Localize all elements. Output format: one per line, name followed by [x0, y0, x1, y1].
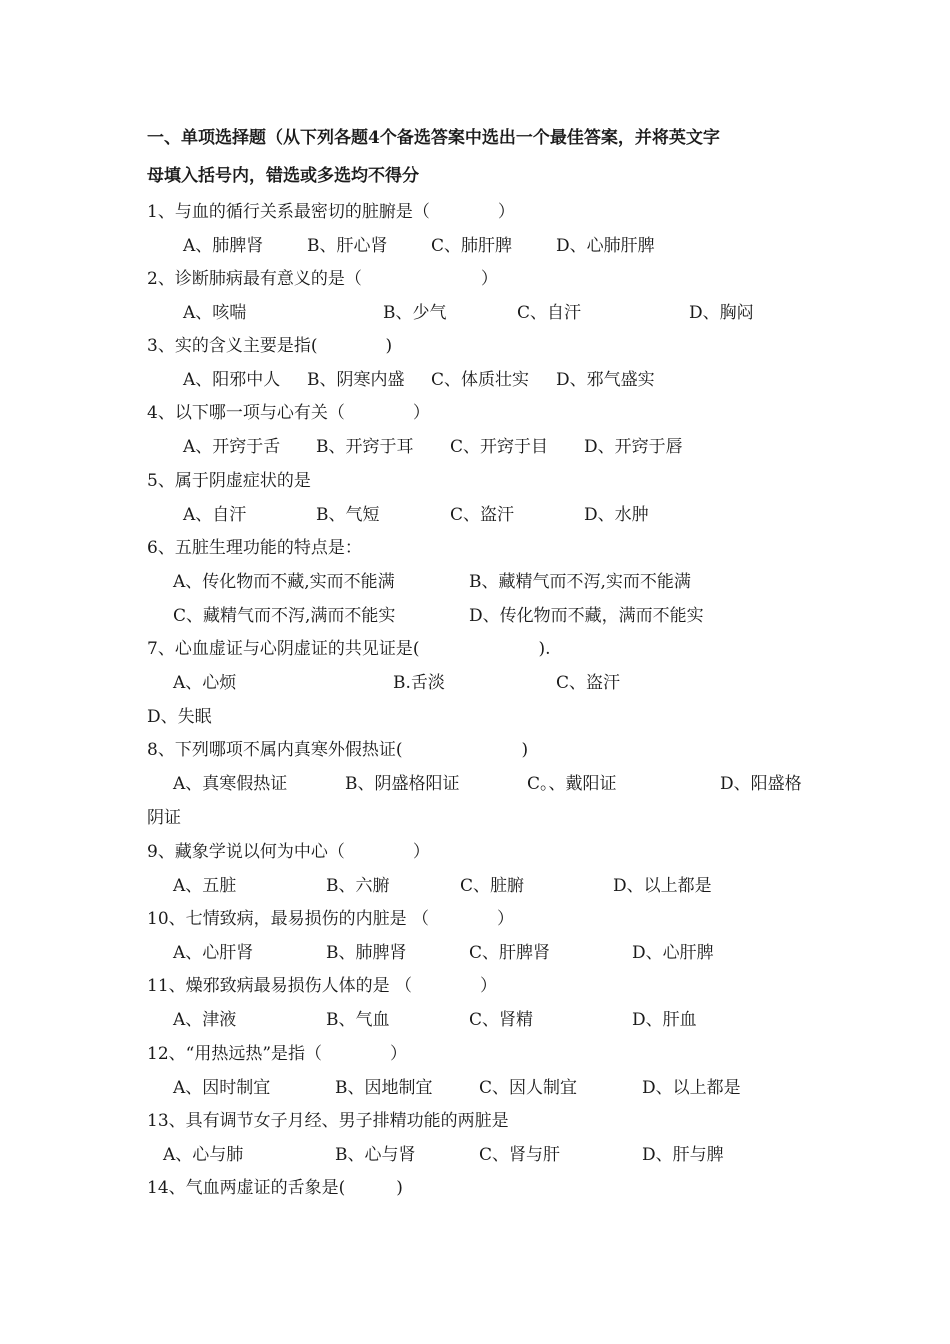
question-8: 8、下列哪项不属内真寒外假热证( ): [147, 740, 529, 760]
q8-option-a: A、真寒假热证: [173, 774, 288, 794]
q1-option-a: A、肺脾肾: [183, 236, 264, 256]
q2-option-a: A、咳喘: [183, 303, 247, 323]
q2-option-d: D、胸闷: [689, 303, 754, 323]
q7-option-c: C、盗汗: [556, 673, 621, 693]
q5-option-b: B、气短: [316, 505, 380, 525]
q10-option-c: C、肝脾肾: [469, 943, 551, 963]
question-9: 9、藏象学说以何为中心（ ）: [147, 842, 430, 862]
q13-option-a: A、心与肺: [163, 1145, 244, 1165]
q4-option-b: B、开窍于耳: [316, 437, 414, 457]
q9-option-d: D、以上都是: [613, 876, 712, 896]
q6-option-d: D、传化物而不藏，满而不能实: [469, 606, 704, 626]
q4-option-d: D、开窍于唇: [584, 437, 683, 457]
q10-option-d: D、心肝脾: [632, 943, 714, 963]
question-4: 4、以下哪一项与心有关（ ）: [147, 403, 430, 423]
q2-option-c: C、自汗: [517, 303, 582, 323]
question-10: 10、七情致病，最易损伤的内脏是 （ ）: [147, 909, 515, 929]
q12-option-a: A、因时制宜: [173, 1078, 271, 1098]
question-12: 12、“用热远热”是指（ ）: [147, 1044, 408, 1064]
q6-option-b: B、藏精气而不泻,实而不能满: [469, 572, 691, 592]
q3-option-b: B、阴寒内盛: [307, 370, 405, 390]
q7-option-b: B.舌淡: [393, 673, 445, 693]
q12-option-d: D、以上都是: [642, 1078, 741, 1098]
question-3: 3、实的含义主要是指( ): [147, 336, 393, 356]
q11-option-c: C、肾精: [469, 1010, 534, 1030]
q5-option-c: C、盗汗: [450, 505, 515, 525]
question-5: 5、属于阴虚症状的是: [147, 471, 311, 491]
q3-option-a: A、阳邪中人: [183, 370, 281, 390]
q1-option-c: C、肺肝脾: [431, 236, 513, 256]
q1-option-d: D、心肺肝脾: [556, 236, 655, 256]
q8-option-d: D、阳盛格: [720, 774, 802, 794]
q11-option-a: A、津液: [173, 1010, 237, 1030]
q8-option-b: B、阴盛格阳证: [345, 774, 460, 794]
question-2: 2、诊断肺病最有意义的是（ ）: [147, 269, 498, 289]
q9-option-b: B、六腑: [326, 876, 390, 896]
question-1: 1、与血的循行关系最密切的脏腑是（ ）: [147, 202, 515, 222]
q7-option-d: D、失眠: [147, 707, 212, 727]
q12-option-c: C、因人制宜: [479, 1078, 578, 1098]
q10-option-a: A、心肝肾: [173, 943, 254, 963]
q3-option-d: D、邪气盛实: [556, 370, 655, 390]
q13-option-b: B、心与肾: [335, 1145, 416, 1165]
section-title-line-2: 母填入括号内，错选或多选均不得分: [147, 166, 419, 186]
q5-option-a: A、自汗: [183, 505, 247, 525]
section-title-line-1: 一、单项选择题（从下列各题4个备选答案中选出一个最佳答案，并将英文字: [147, 128, 720, 148]
q1-option-b: B、肝心肾: [307, 236, 388, 256]
question-11: 11、燥邪致病最易损伤人体的是 （ ）: [147, 976, 498, 996]
question-7: 7、心血虚证与心阴虚证的共见证是( ).: [147, 639, 551, 659]
q4-option-c: C、开窍于目: [450, 437, 549, 457]
question-6: 6、五脏生理功能的特点是：: [147, 538, 362, 558]
q9-option-a: A、五脏: [173, 876, 237, 896]
q6-option-c: C、藏精气而不泻,满而不能实: [173, 606, 396, 626]
q7-option-a: A、心烦: [173, 673, 237, 693]
q11-option-d: D、肝血: [632, 1010, 697, 1030]
q4-option-a: A、开窍于舌: [183, 437, 281, 457]
q9-option-c: C、脏腑: [460, 876, 525, 896]
question-13: 13、具有调节女子月经、男子排精功能的两脏是: [147, 1111, 509, 1131]
question-14: 14、气血两虚证的舌象是( ): [147, 1178, 403, 1198]
q2-option-b: B、少气: [383, 303, 447, 323]
q13-option-d: D、肝与脾: [642, 1145, 724, 1165]
q8-option-d-continued: 阴证: [147, 808, 181, 828]
q3-option-c: C、体质壮实: [431, 370, 530, 390]
q6-option-a: A、传化物而不藏,实而不能满: [173, 572, 395, 592]
q12-option-b: B、因地制宜: [335, 1078, 433, 1098]
q11-option-b: B、气血: [326, 1010, 390, 1030]
q13-option-c: C、肾与肝: [479, 1145, 561, 1165]
q8-option-c: C。、戴阳证: [527, 774, 617, 794]
q10-option-b: B、肺脾肾: [326, 943, 407, 963]
q5-option-d: D、水肿: [584, 505, 649, 525]
